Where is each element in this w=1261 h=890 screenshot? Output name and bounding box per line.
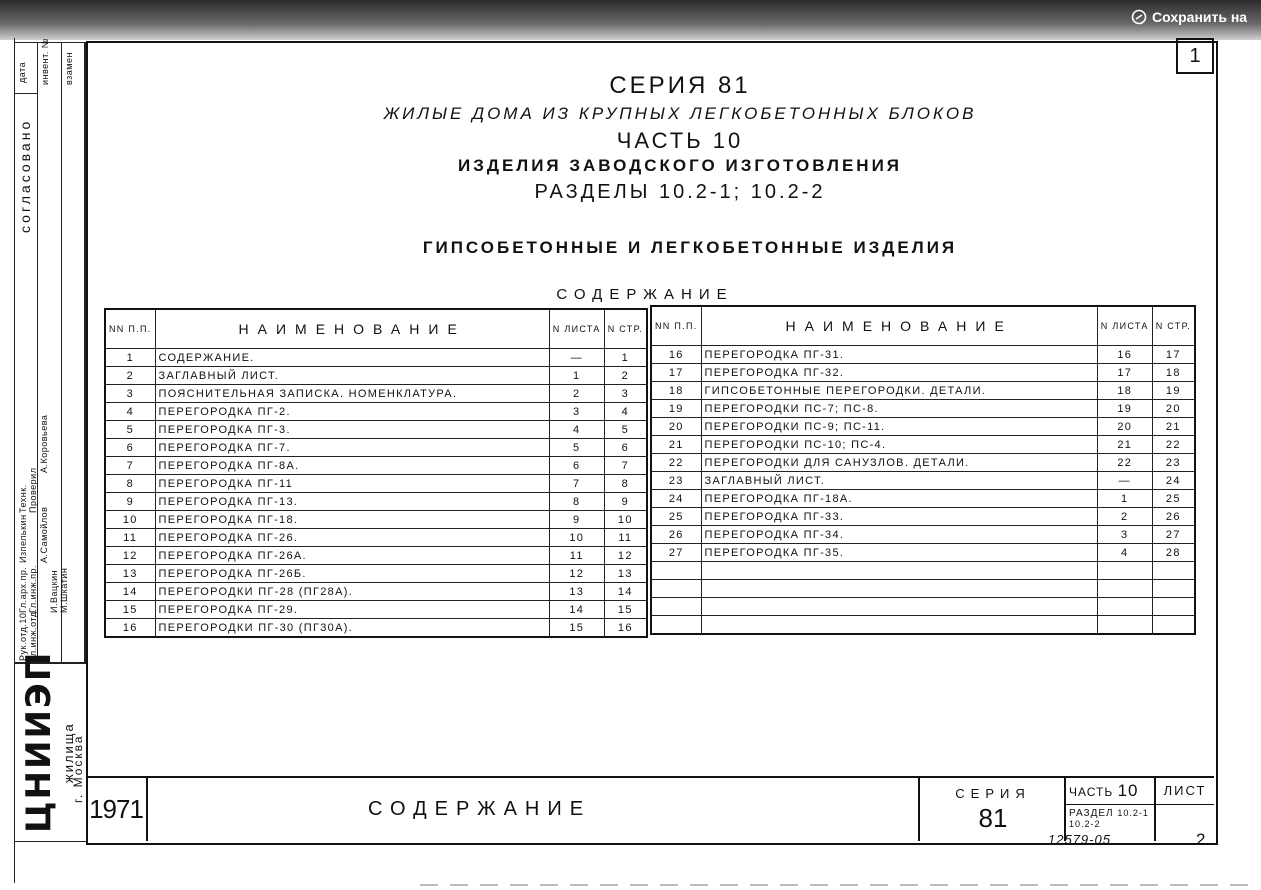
row-page: 19 (1152, 382, 1195, 400)
row-name: ПЕРЕГОРОДКА ПГ-26. (155, 529, 549, 547)
series-subtitle: ЖИЛЫЕ ДОМА ИЗ КРУПНЫХ ЛЕГКОБЕТОННЫХ БЛОКОВ (383, 104, 977, 123)
empty-table-row (651, 616, 1195, 635)
row-sheet: 1 (1097, 490, 1152, 508)
row-sheet (1097, 562, 1152, 580)
row-number: 18 (651, 382, 701, 400)
col-num-header: NN П.П. (651, 306, 701, 346)
row-page (1152, 580, 1195, 598)
row-name: ПЕРЕГОРОДКА ПГ-29. (155, 601, 549, 619)
row-page: 1 (604, 349, 647, 367)
table-header-row (651, 306, 1195, 346)
table-row (651, 418, 1195, 436)
row-sheet: 11 (549, 547, 604, 565)
col-sheet-header: N ЛИСТА (1097, 306, 1152, 346)
row-sheet: 3 (549, 403, 604, 421)
row-sheet: 7 (549, 475, 604, 493)
row-name: ПЕРЕГОРОДКА ПГ-7. (155, 439, 549, 457)
row-number: 7 (105, 457, 155, 475)
signer-1: А.Коровьева (39, 414, 49, 473)
sheet-corner-number: 1 (1176, 38, 1214, 74)
col-name-header: НАИМЕНОВАНИЕ (701, 306, 1097, 346)
row-name: ПЕРЕГОРОДКИ ПС-10; ПС-4. (701, 436, 1097, 454)
row-sheet: 1 (549, 367, 604, 385)
replace-label: взамен (63, 52, 74, 85)
row-page (1152, 562, 1195, 580)
row-number: 22 (651, 454, 701, 472)
row-page: 12 (604, 547, 647, 565)
document-title: ГИПСОБЕТОННЫЕ И ЛЕГКОБЕТОННЫЕ ИЗДЕЛИЯ (422, 238, 958, 257)
section-value: 10.2-1 10.2-2 (1069, 808, 1149, 829)
row-name: СОДЕРЖАНИЕ. (155, 349, 549, 367)
row-sheet: 3 (1097, 526, 1152, 544)
row-page: 24 (1152, 472, 1195, 490)
signer-2: А.Самойлов (39, 506, 49, 563)
row-number (651, 598, 701, 616)
row-sheet: 14 (549, 601, 604, 619)
row-page: 8 (604, 475, 647, 493)
role-2: Гл.инж.отд. (28, 608, 38, 661)
row-number: 16 (105, 619, 155, 638)
strip-divider (15, 93, 37, 94)
table-row (105, 529, 647, 547)
signer-3: И.Вацкин (49, 569, 59, 613)
col-page-header: N СТР. (604, 309, 647, 349)
row-name: ПЕРЕГОРОДКА ПГ-18. (155, 511, 549, 529)
row-page: 11 (604, 529, 647, 547)
row-sheet: 19 (1097, 400, 1152, 418)
col-name-header: НАИМЕНОВАНИЕ (155, 309, 549, 349)
row-number: 25 (651, 508, 701, 526)
table-row (105, 439, 647, 457)
title-block-name: СОДЕРЖАНИЕ (146, 778, 920, 841)
row-name: ПЕРЕГОРОДКИ ПС-9; ПС-11. (701, 418, 1097, 436)
row-sheet: 4 (1097, 544, 1152, 562)
row-number: 2 (105, 367, 155, 385)
row-name: ПЕРЕГОРОДКИ ПГ-28 (ПГ28А). (155, 583, 549, 601)
table-row (651, 454, 1195, 472)
table-row (105, 457, 647, 475)
series-value: 81 (978, 803, 1008, 833)
row-page: 9 (604, 493, 647, 511)
role-4: Гл.инж.пр. (28, 564, 38, 613)
catalog-number: 12579-05 (1048, 832, 1111, 847)
row-name (701, 580, 1097, 598)
row-page: 26 (1152, 508, 1195, 526)
row-name: ПЕРЕГОРОДКА ПГ-34. (701, 526, 1097, 544)
row-number: 6 (105, 439, 155, 457)
institute-logo (14, 650, 88, 842)
table-row (105, 349, 647, 367)
table-row (105, 385, 647, 403)
row-name: ЗАГЛАВНЫЙ ЛИСТ. (155, 367, 549, 385)
logo-subtitle: жилища (61, 722, 76, 783)
row-name: ПЕРЕГОРОДКА ПГ-33. (701, 508, 1097, 526)
row-page: 25 (1152, 490, 1195, 508)
row-sheet: 13 (549, 583, 604, 601)
table-row (105, 511, 647, 529)
contents-table-left (104, 308, 648, 638)
table-row (651, 346, 1195, 364)
approval-title: согласовано (17, 118, 33, 233)
part-title: ЧАСТЬ 10 (616, 128, 744, 153)
row-sheet: 17 (1097, 364, 1152, 382)
row-name: ПЕРЕГОРОДКИ ПГ-30 (ПГ30А). (155, 619, 549, 638)
table-row (651, 526, 1195, 544)
row-sheet: 2 (549, 385, 604, 403)
row-name: ПЕРЕГОРОДКА ПГ-31. (701, 346, 1097, 364)
table-row (105, 601, 647, 619)
row-number: 27 (651, 544, 701, 562)
row-number: 1 (105, 349, 155, 367)
logo-city: г. Москва (71, 734, 85, 803)
row-sheet: 20 (1097, 418, 1152, 436)
pin-icon (1131, 9, 1147, 25)
role-5: Изпелькин (18, 514, 28, 563)
row-sheet (1097, 616, 1152, 635)
row-number: 21 (651, 436, 701, 454)
row-sheet (1097, 598, 1152, 616)
section-cell (1066, 805, 1154, 830)
row-number: 14 (105, 583, 155, 601)
row-page: 2 (604, 367, 647, 385)
save-button-label: Сохранить на (1152, 9, 1248, 25)
table-header-row (105, 309, 647, 349)
sheet-label: ЛИСТ (1156, 778, 1214, 805)
row-sheet: — (549, 349, 604, 367)
series-title: СЕРИЯ 81 (609, 72, 751, 99)
contents-table-right (650, 305, 1196, 635)
row-page: 7 (604, 457, 647, 475)
empty-table-row (651, 580, 1195, 598)
row-page: 10 (604, 511, 647, 529)
row-page: 17 (1152, 346, 1195, 364)
row-number: 20 (651, 418, 701, 436)
row-number: 16 (651, 346, 701, 364)
table-row (651, 472, 1195, 490)
table-row (105, 583, 647, 601)
empty-table-row (651, 562, 1195, 580)
approval-date-label: дата (17, 61, 27, 83)
row-name: ПЕРЕГОРОДКИ ПС-7; ПС-8. (701, 400, 1097, 418)
row-page: 20 (1152, 400, 1195, 418)
scan-artifact (420, 884, 1260, 886)
row-number: 8 (105, 475, 155, 493)
col-page-header: N СТР. (1152, 306, 1195, 346)
table-row (105, 421, 647, 439)
title-block-series (922, 778, 1066, 841)
row-sheet: 21 (1097, 436, 1152, 454)
contents-heading: СОДЕРЖАНИЕ (556, 286, 734, 303)
title-block (86, 776, 1214, 841)
row-page: 22 (1152, 436, 1195, 454)
table-row (105, 619, 647, 638)
row-sheet: 10 (549, 529, 604, 547)
save-button[interactable] (1131, 9, 1261, 25)
table-row (105, 367, 647, 385)
row-page: 28 (1152, 544, 1195, 562)
row-sheet: — (1097, 472, 1152, 490)
row-sheet: 9 (549, 511, 604, 529)
series-label: СЕРИЯ (955, 786, 1031, 801)
row-page: 16 (604, 619, 647, 638)
table-row (105, 565, 647, 583)
row-page: 14 (604, 583, 647, 601)
row-sheet: 4 (549, 421, 604, 439)
row-name: ГИПСОБЕТОННЫЕ ПЕРЕГОРОДКИ. ДЕТАЛИ. (701, 382, 1097, 400)
role-6: Технк. (18, 484, 28, 513)
role-3: Гл.арх.пр. (18, 566, 28, 613)
row-number: 19 (651, 400, 701, 418)
sections-title: РАЗДЕЛЫ 10.2-1; 10.2-2 (534, 181, 826, 203)
row-page: 4 (604, 403, 647, 421)
row-page: 3 (604, 385, 647, 403)
col-sheet-header: N ЛИСТА (549, 309, 604, 349)
row-sheet: 22 (1097, 454, 1152, 472)
table-row (651, 382, 1195, 400)
table-row (651, 436, 1195, 454)
row-number: 23 (651, 472, 701, 490)
row-name: ПЕРЕГОРОДКА ПГ-18А. (701, 490, 1097, 508)
title-block-year: 1971 (86, 778, 148, 841)
row-page (1152, 598, 1195, 616)
table-row (105, 475, 647, 493)
table-row (651, 508, 1195, 526)
row-number (651, 616, 701, 635)
row-sheet: 15 (549, 619, 604, 638)
table-row (105, 403, 647, 421)
row-name: ПЕРЕГОРОДКА ПГ-26А. (155, 547, 549, 565)
row-sheet: 2 (1097, 508, 1152, 526)
row-number: 11 (105, 529, 155, 547)
row-sheet: 5 (549, 439, 604, 457)
page-number: 2 (1196, 830, 1206, 849)
row-name: ПЕРЕГОРОДКА ПГ-3. (155, 421, 549, 439)
browser-top-bar (0, 0, 1261, 40)
table-row (651, 364, 1195, 382)
row-name: ЗАГЛАВНЫЙ ЛИСТ. (701, 472, 1097, 490)
row-number: 15 (105, 601, 155, 619)
part-label: ЧАСТЬ (1069, 785, 1114, 799)
row-sheet: 16 (1097, 346, 1152, 364)
row-page: 6 (604, 439, 647, 457)
row-page: 21 (1152, 418, 1195, 436)
approval-strip (14, 38, 86, 664)
row-number: 3 (105, 385, 155, 403)
row-number (651, 562, 701, 580)
empty-table-row (651, 598, 1195, 616)
row-name (701, 562, 1097, 580)
row-name: ПОЯСНИТЕЛЬНАЯ ЗАПИСКА. НОМЕНКЛАТУРА. (155, 385, 549, 403)
row-number: 17 (651, 364, 701, 382)
row-name: ПЕРЕГОРОДКА ПГ-13. (155, 493, 549, 511)
row-number: 10 (105, 511, 155, 529)
row-name: ПЕРЕГОРОДКИ ДЛЯ САНУЗЛОВ. ДЕТАЛИ. (701, 454, 1097, 472)
inventory-label: инвент. № (40, 38, 51, 85)
table-row (651, 490, 1195, 508)
row-sheet: 12 (549, 565, 604, 583)
row-name (701, 616, 1097, 635)
row-sheet (1097, 580, 1152, 598)
row-number: 24 (651, 490, 701, 508)
row-number: 12 (105, 547, 155, 565)
row-page: 18 (1152, 364, 1195, 382)
row-name: ПЕРЕГОРОДКА ПГ-32. (701, 364, 1097, 382)
row-page (1152, 616, 1195, 635)
role-7: Проверил (28, 467, 38, 513)
row-number: 13 (105, 565, 155, 583)
part-subtitle: ИЗДЕЛИЯ ЗАВОДСКОГО ИЗГОТОВЛЕНИЯ (457, 156, 903, 175)
row-name: ПЕРЕГОРОДКА ПГ-11 (155, 475, 549, 493)
table-row (105, 547, 647, 565)
row-name: ПЕРЕГОРОДКА ПГ-35. (701, 544, 1097, 562)
row-number: 9 (105, 493, 155, 511)
row-name: ПЕРЕГОРОДКА ПГ-8А. (155, 457, 549, 475)
row-page: 23 (1152, 454, 1195, 472)
row-number: 4 (105, 403, 155, 421)
table-row (105, 493, 647, 511)
row-page: 15 (604, 601, 647, 619)
section-label: РАЗДЕЛ (1069, 808, 1114, 819)
row-name: ПЕРЕГОРОДКА ПГ-2. (155, 403, 549, 421)
row-sheet: 18 (1097, 382, 1152, 400)
row-name (701, 598, 1097, 616)
row-number: 5 (105, 421, 155, 439)
table-row (651, 544, 1195, 562)
row-page: 13 (604, 565, 647, 583)
row-number: 26 (651, 526, 701, 544)
row-sheet: 8 (549, 493, 604, 511)
table-row (651, 400, 1195, 418)
col-num-header: NN П.П. (105, 309, 155, 349)
logo-main-text: ЦНИИЭП (19, 650, 59, 833)
row-page: 5 (604, 421, 647, 439)
row-page: 27 (1152, 526, 1195, 544)
row-name: ПЕРЕГОРОДКА ПГ-26Б. (155, 565, 549, 583)
row-number (651, 580, 701, 598)
row-sheet: 6 (549, 457, 604, 475)
signer-4: М.Шкатин (59, 567, 69, 613)
part-cell (1066, 778, 1154, 805)
part-value: 10 (1117, 781, 1139, 800)
role-1: Рук.отд.10 (18, 612, 28, 661)
